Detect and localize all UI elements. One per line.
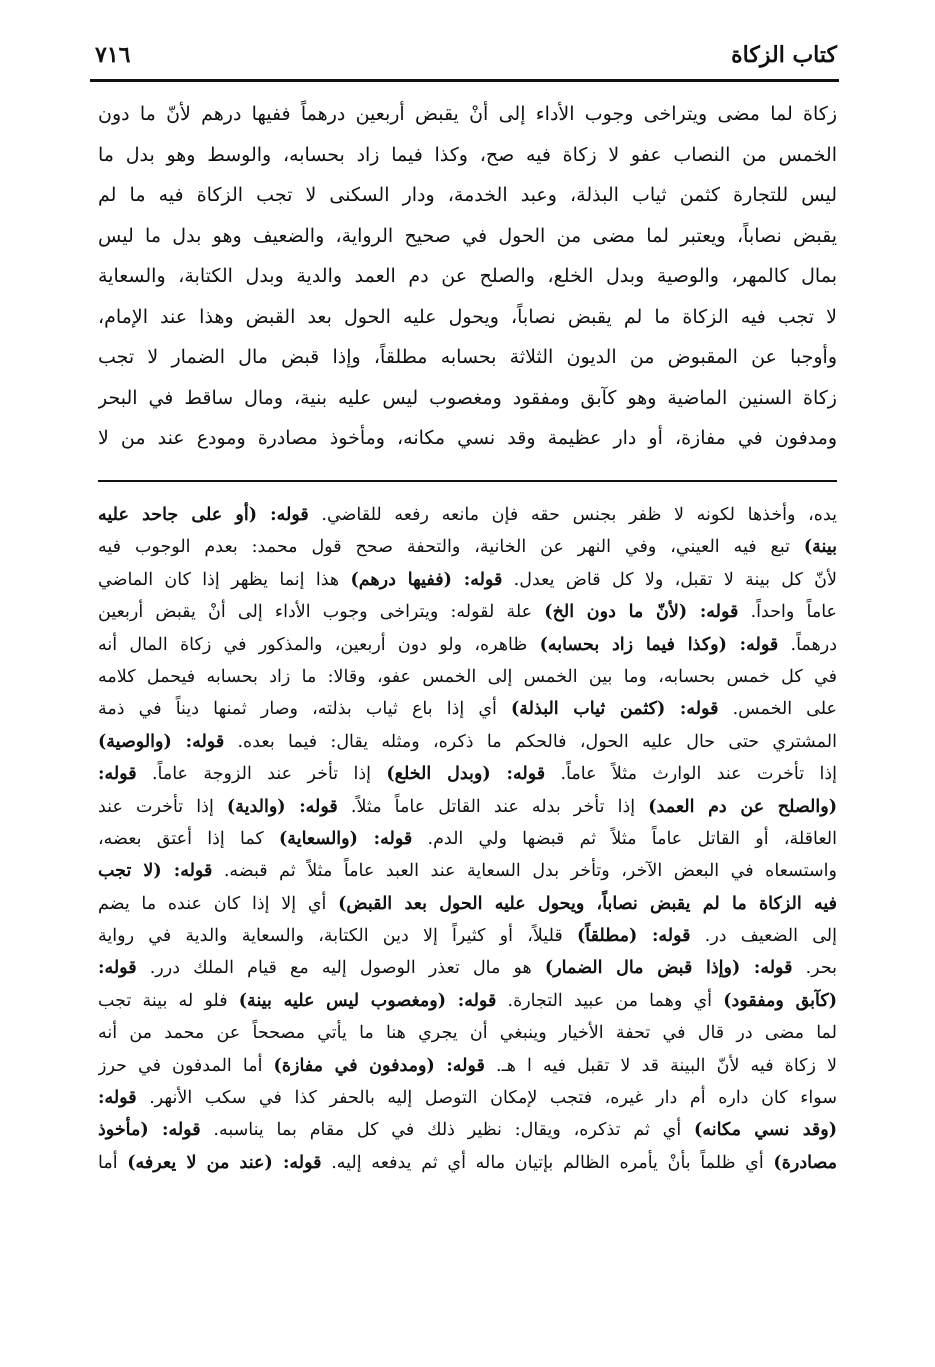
commentary-line bbox=[98, 791, 837, 823]
commentary-segment: يده، وأخذها لكونه لا ظفر بجنس حقه فإن مانعه رفعه للقاضي. bbox=[308, 505, 837, 525]
commentary-segment: أي إلا إذا كان عنده ما يضم bbox=[98, 893, 339, 914]
commentary-segment: إذا تأخرت عند bbox=[98, 796, 227, 817]
commentary-lemma: قوله: bbox=[98, 764, 137, 785]
commentary-segment: إذا تأخر عند الزوجة عاماً. bbox=[136, 764, 387, 785]
commentary-segment: عاماً واحداً. bbox=[738, 602, 837, 623]
commentary-line bbox=[98, 952, 837, 984]
page-header bbox=[95, 36, 837, 74]
commentary-segment: بحر. bbox=[792, 958, 837, 979]
main-text-line: بمال كالمهر، والوصية وبدل الخلع، والصلح عن دم العمد والدية وبدل الكتابة، والسعاية bbox=[98, 265, 837, 287]
commentary-segment: أي ثم تذكره، ويقال: نظير ذلك في كل مقام بما يناسبه. bbox=[200, 1120, 695, 1141]
commentary-line bbox=[98, 564, 837, 596]
commentary-divider bbox=[98, 480, 837, 482]
commentary-segment: أي إذا باع ثياب بذلته، وصار ثمنها ديناً في ذمة bbox=[98, 699, 512, 720]
main-text-line: الخمس من النصاب عفو لا زكاة فيه صح، وكذا فيما زاد بحسابه، والوسط وهو بدل ما bbox=[98, 143, 837, 166]
commentary-line bbox=[98, 758, 837, 790]
commentary-segment: لأنّ كل بينة لا تقبل، ولا كل قاض يعدل. bbox=[502, 569, 837, 590]
commentary-segment: أي ظلماً بأنْ يأمره الظالم بإتيان ماله أي ثم يدفعه إليه. bbox=[321, 1152, 774, 1173]
commentary-lemma: بينة) bbox=[803, 537, 837, 558]
main-text-line: زكاة السنين الماضية وهو كآبق ومفقود ومغصوب ليس عليه بنية، ومال ساقط في البحر bbox=[98, 386, 837, 409]
commentary-segment: تبع فيه العيني، وفي النهر عن الخانية، والتحفة صحح قول محمد: بعدم الوجوب فيه bbox=[98, 537, 804, 558]
commentary-lemma: قوله: (ومغصوب ليس عليه بينة) bbox=[238, 990, 497, 1011]
commentary-line bbox=[98, 596, 837, 628]
running-title: كتاب الزكاة bbox=[731, 42, 837, 68]
commentary-segment: أما المدفون في حرز bbox=[98, 1055, 274, 1076]
commentary-lemma: مصادرة) bbox=[773, 1152, 837, 1173]
commentary-line bbox=[98, 855, 837, 887]
commentary-segment: على الخمس. bbox=[718, 699, 837, 720]
main-text-line: وأوجبا عن المقبوض من الديون الثلاثة بحسابه مطلقاً، وإذا قبض مال الضمار لا تجب bbox=[98, 346, 837, 368]
header-rule bbox=[90, 79, 839, 82]
commentary-lemma: (كآبق ومفقود) bbox=[723, 990, 837, 1011]
commentary-segment: سواء كان داره أم دار غيره، فتجب لإمكان التوصل إليه بالحفر كذا في سكب الأنهر. bbox=[136, 1088, 837, 1109]
commentary-segment: واستسعاه في البعض الآخر، وتأخر بدل السعاية عند العبد عاماً مثلاً ثم قبضه. bbox=[212, 861, 837, 882]
commentary-text bbox=[98, 499, 837, 1179]
commentary-segment: إلى الضعيف در. bbox=[690, 926, 837, 947]
commentary-segment: المشتري حتى حال عليه الحول، فالحكم ما ذكره، ومثله يقال: فيما بعده. bbox=[224, 731, 837, 752]
main-text-line: ومدفون في مفازة، أو دار عظيمة وقد نسي مكانه، ومأخوذ مصادرة ومودع عند من لا bbox=[98, 427, 837, 449]
commentary-segment: هذا إنما يظهر إذا كان الماضي bbox=[98, 569, 351, 590]
commentary-lemma: قوله: bbox=[98, 1088, 137, 1109]
commentary-segment: درهماً. bbox=[778, 634, 837, 655]
commentary-lemma: قوله: (والسعاية) bbox=[279, 828, 413, 849]
commentary-segment: كما إذا أعتق بعضه، bbox=[98, 828, 280, 849]
main-text-line: ليس للتجارة كثمن ثياب البذلة، وعبد الخدمة، ودار السكنى لا تجب الزكاة فيه ما لم bbox=[98, 184, 837, 206]
commentary-line bbox=[98, 985, 837, 1017]
commentary-lemma: قوله: (عند من لا يعرفه) bbox=[127, 1152, 322, 1173]
commentary-line bbox=[98, 1017, 837, 1049]
main-text bbox=[98, 94, 837, 459]
commentary-line bbox=[98, 888, 837, 920]
commentary-lemma: قوله: (وبدل الخلع) bbox=[386, 764, 546, 785]
commentary-segment: ظاهره، ولو دون أربعين، والمذكور في زكاة المال أنه bbox=[98, 634, 540, 655]
commentary-segment: لما مضى در قال في تحفة الأخيار وينبغي أن يجري هنا ما يأتي مصححاً عن محمد من أنه bbox=[98, 1023, 837, 1044]
commentary-lemma: (والصلح عن دم العمد) bbox=[648, 796, 837, 817]
commentary-segment: العاقلة، أو القاتل عاماً مثلاً ثم قبضها ولي الدم. bbox=[412, 828, 837, 849]
main-text-line: زكاة لما مضى ويتراخى وجوب الأداء إلى أنْ يقبض أربعين درهماً ففيها درهم لأنّ ما دون bbox=[98, 103, 837, 125]
commentary-line bbox=[98, 726, 837, 758]
commentary-line bbox=[98, 1147, 837, 1179]
commentary-line bbox=[98, 920, 837, 952]
commentary-lemma: قوله: (وإذا قبض مال الضمار) bbox=[544, 958, 793, 979]
commentary-lemma: قوله: (لأنّ ما دون الخ) bbox=[544, 602, 739, 623]
commentary-lemma: قوله: bbox=[98, 958, 137, 979]
commentary-line bbox=[98, 1114, 837, 1146]
commentary-lemma: قوله: (مأخوذ bbox=[98, 1120, 201, 1141]
commentary-lemma: فيه الزكاة ما لم يقبض نصاباً، ويحول عليه الحول بعد القبض) bbox=[338, 893, 837, 914]
commentary-segment: أما bbox=[98, 1152, 128, 1173]
commentary-line bbox=[98, 1050, 837, 1082]
main-text-line: يقبض نصاباً، ويعتبر لما مضى من الحول في صحيح الرواية، والضعيف وهو بدل ما ليس bbox=[98, 224, 837, 247]
commentary-lemma: قوله: (ففيها درهم) bbox=[350, 569, 503, 590]
commentary-line bbox=[98, 499, 837, 531]
commentary-line bbox=[98, 661, 837, 693]
commentary-line bbox=[98, 1082, 837, 1114]
commentary-segment: إذا تأخرت عند الوارث مثلاً عاماً. bbox=[545, 764, 837, 785]
commentary-segment: لا زكاة فيه لأنّ البينة قد لا تقبل فيه ا هـ. bbox=[484, 1055, 837, 1076]
commentary-lemma: قوله: (لا تجب bbox=[98, 861, 213, 882]
commentary-segment: هو مال تعذر الوصول إليه مع قيام الملك درر. bbox=[136, 958, 545, 979]
page-number: ٧١٦ bbox=[95, 42, 131, 68]
commentary-lemma: قوله: (والوصية) bbox=[98, 731, 225, 752]
commentary-line bbox=[98, 531, 837, 563]
commentary-lemma: قوله: (مطلقاً) bbox=[576, 926, 691, 947]
commentary-lemma: (وقد نسي مكانه) bbox=[694, 1120, 837, 1141]
commentary-lemma: قوله: (أو على جاحد عليه bbox=[98, 505, 309, 525]
commentary-lemma: قوله: (كثمن ثياب البذلة) bbox=[511, 699, 719, 720]
commentary-segment: أي وهما من عبيد التجارة. bbox=[496, 990, 724, 1011]
commentary-lemma: قوله: (وكذا فيما زاد بحسابه) bbox=[539, 634, 779, 655]
commentary-segment: في كل خمس بحسابه، وما بين الخمس إلى الخمس عفو، وقالا: ما زاد بحسابه فيحمل كلامه bbox=[98, 666, 837, 687]
commentary-segment: قليلاً، أو كثيراً إلا دين الكتابة، والسعاية والدية في رواية bbox=[98, 926, 577, 947]
commentary-line bbox=[98, 693, 837, 725]
main-text-line: لا تجب فيه الزكاة ما لم يقبض نصاباً، ويحول عليه الحول بعد القبض وهذا عند الإمام، bbox=[98, 305, 837, 328]
commentary-lemma: قوله: (ومدفون في مفازة) bbox=[273, 1055, 485, 1076]
commentary-segment: إذا تأخر بدله عند القاتل عاماً مثلاً. bbox=[337, 796, 649, 817]
commentary-segment: فلو له بينة تجب bbox=[98, 990, 239, 1011]
commentary-lemma: قوله: (والدية) bbox=[226, 796, 338, 817]
commentary-line bbox=[98, 823, 837, 855]
commentary-line bbox=[98, 629, 837, 661]
commentary-segment: علة لقوله: ويتراخى وجوب الأداء إلى أنْ يقبض أربعين bbox=[98, 602, 545, 623]
